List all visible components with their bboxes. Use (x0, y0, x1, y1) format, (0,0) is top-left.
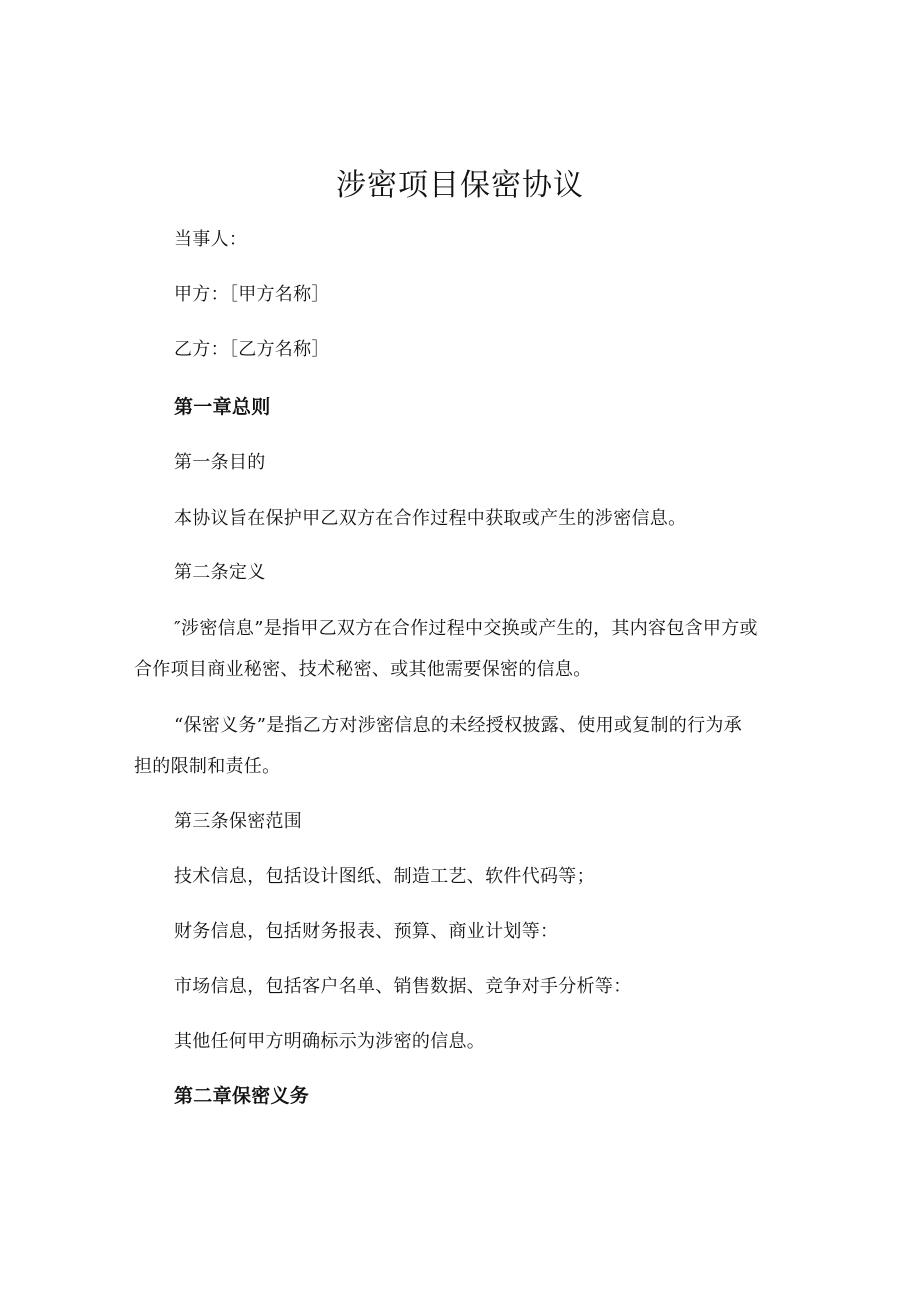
definition-1-line-2: 合作项目商业秘密、技术秘密、或其他需要保密的信息。 (134, 659, 592, 680)
definition-2-line-2: 担的限制和责任。 (134, 756, 281, 777)
party-b: 乙方：［乙方名称］ (174, 339, 330, 360)
party-a: 甲方：［甲方名称］ (174, 284, 330, 305)
article-1-text: 本协议旨在保护甲乙双方在合作过程中获取或产生的涉密信息。 (174, 508, 687, 529)
document-title: 涉密项目保密协议 (336, 168, 584, 203)
scope-item: 市场信息，包括客户名单、销售数据、竞争对手分析等： (174, 976, 632, 997)
scope-item: 技术信息，包括设计图纸、制造工艺、软件代码等； (174, 866, 595, 887)
chapter-2-heading: 第二章保密义务 (174, 1085, 310, 1107)
definition-2-line-1: “保密义务”是指乙方对涉密信息的未经授权披露、使用或复制的行为承 (174, 715, 743, 736)
article-3-title: 第三条保密范围 (174, 811, 303, 832)
scope-item: 财务信息，包括财务报表、预算、商业计划等： (174, 921, 559, 942)
definition-1-line-1: ″涉密信息”是指甲乙双方在合作过程中交换或产生的，其内容包含甲方或 (174, 618, 758, 639)
parties-label: 当事人： (174, 229, 248, 250)
article-1-title: 第一条目的 (174, 452, 266, 473)
chapter-1-heading: 第一章总则 (174, 396, 271, 418)
scope-item: 其他任何甲方明确标示为涉密的信息。 (174, 1031, 486, 1052)
article-2-title: 第二条定义 (174, 562, 266, 583)
